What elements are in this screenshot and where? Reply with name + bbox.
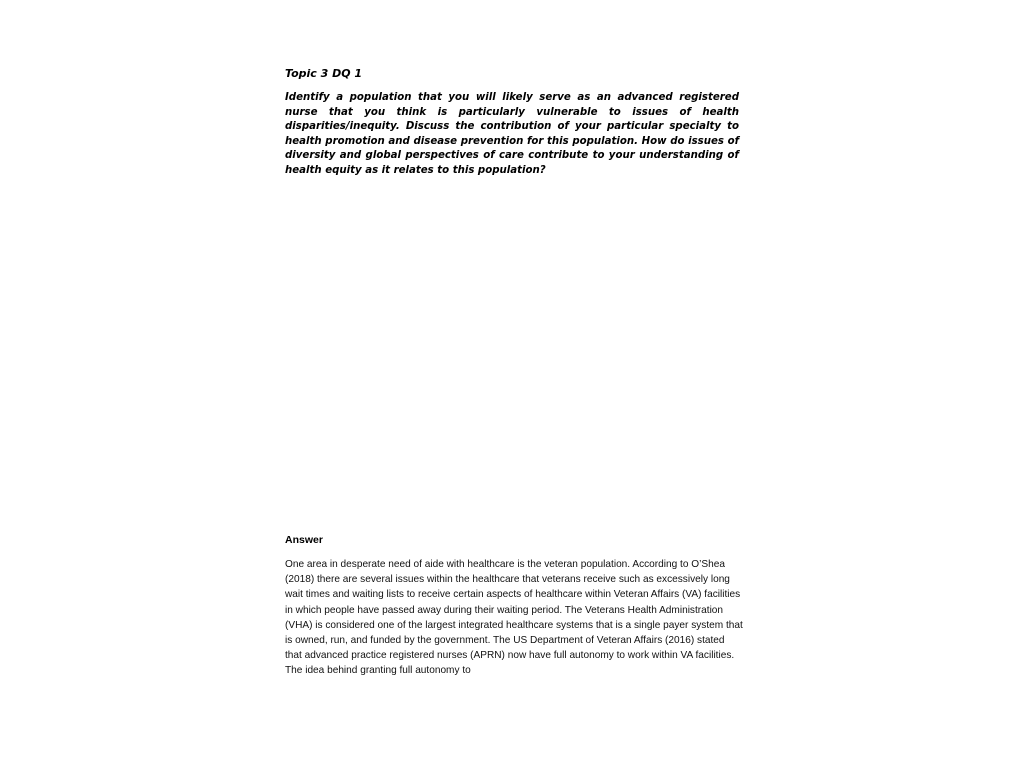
answer-heading: Answer	[285, 534, 323, 546]
discussion-prompt: Identify a population that you will likely serve as an advanced registered nurse that you think is particularly vulnerable to issues of health disparities/inequity. Discuss the contribution of your particular specialty to health promotion and disease prevention for this population. How do issues of diversity and global perspectives of care contribute to your understanding of health equity as it relates to this population?	[285, 92, 739, 176]
topic-title: Topic 3 DQ 1	[285, 67, 363, 80]
answer-body: One area in desperate need of aide with healthcare is the veteran population. According to O’Shea (2018) there are several issues within the healthcare that veterans receive such as excessively long wait times and waiting lists to receive certain aspects of healthcare within Veteran Affairs (VA) facilities in which people have passed away during their waiting period. The Veterans Health Administration (VHA) is considered one of the largest integrated healthcare systems that is a single payer system that is owned, run, and funded by the government. The US Department of Veteran Affairs (2016) stated that advanced practice registered nurses (APRN) now have full autonomy to work within VA facilities. The idea behind granting full autonomy to	[285, 559, 743, 677]
